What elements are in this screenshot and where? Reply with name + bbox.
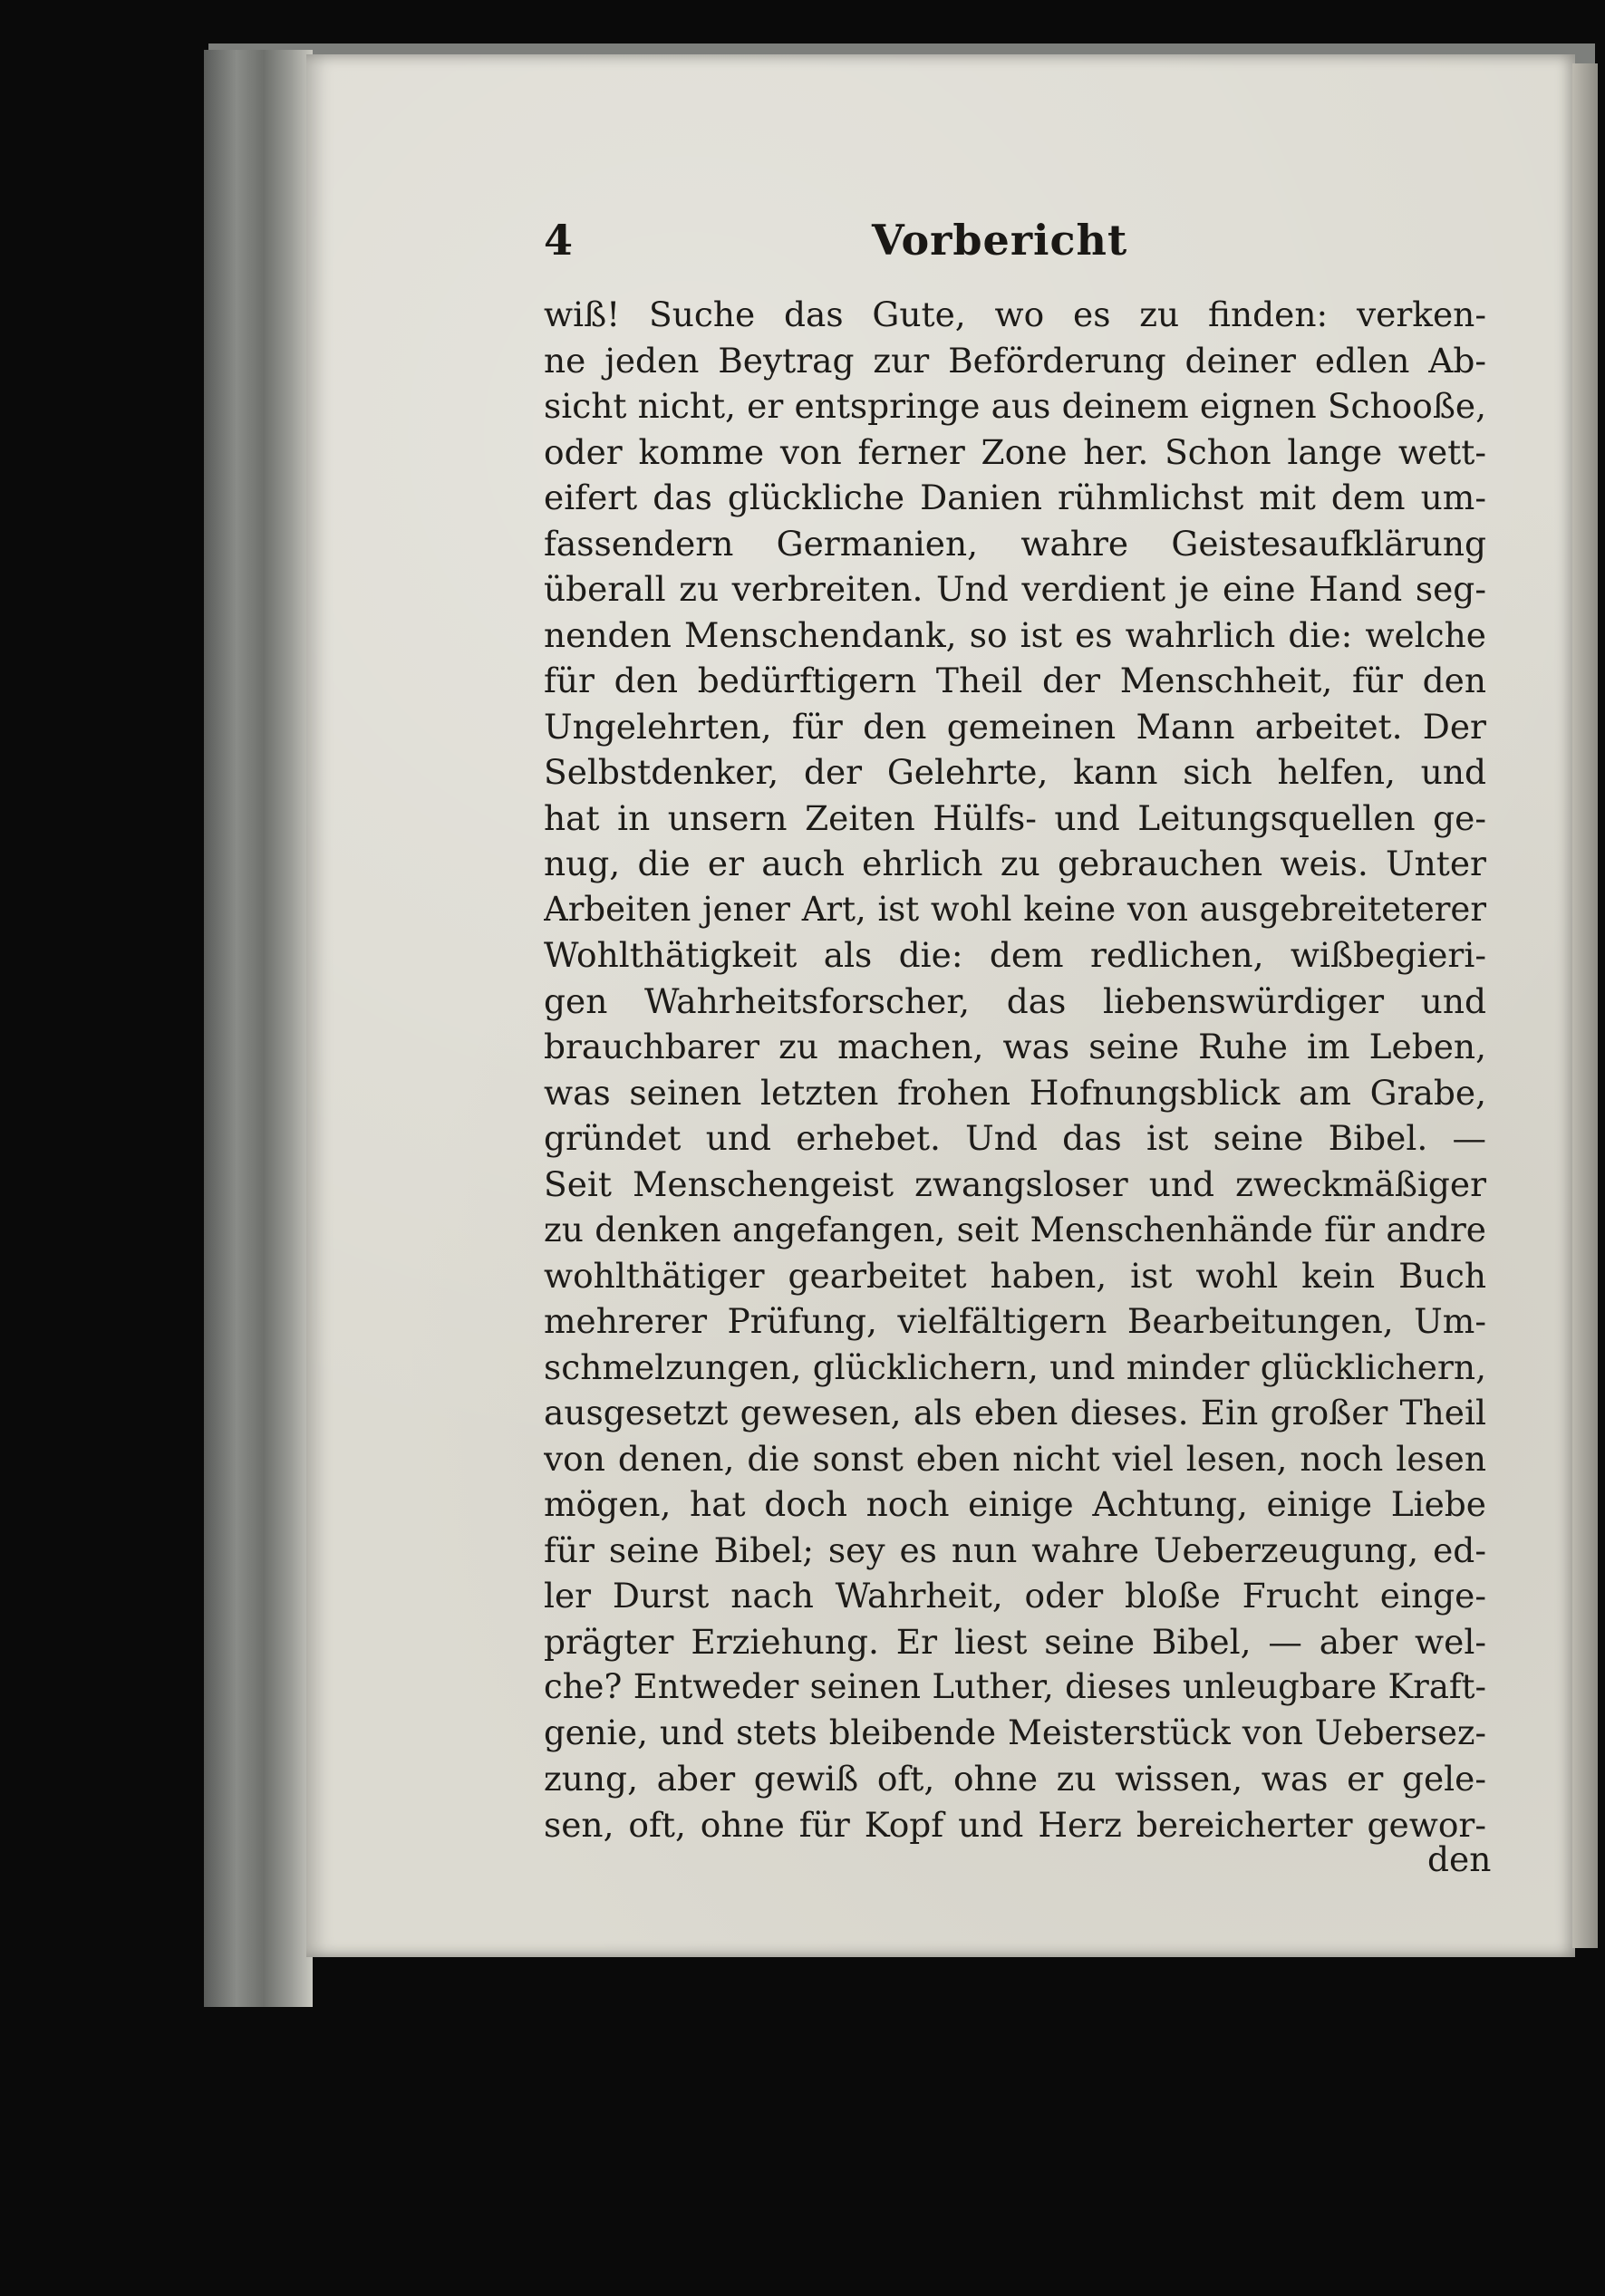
text-line: sen, oft, ohne für Kopf und Herz bereicherter gewor- bbox=[544, 1804, 1486, 1845]
page-number: 4 bbox=[544, 216, 574, 265]
text-line: che? Entweder seinen Luther, dieses unleugbare Kraft- bbox=[544, 1667, 1486, 1706]
text-line: schmelzungen, glücklichern, und minder glücklichern, bbox=[544, 1346, 1486, 1387]
text-line: zung, aber gewiß oft, ohne zu wissen, was er gele- bbox=[544, 1759, 1486, 1799]
text-line: ausgesetzt gewesen, als eben dieses. Ein großer Theil bbox=[544, 1393, 1486, 1433]
catchword: den bbox=[1427, 1839, 1492, 1879]
text-line: mögen, hat doch noch einige Achtung, einige Liebe bbox=[544, 1484, 1486, 1524]
text-line: Seit Menschengeist zwangsloser und zweckmäßiger bbox=[544, 1163, 1486, 1204]
text-line: genie, und stets bleibende Meisterstück von Uebersez- bbox=[544, 1712, 1486, 1752]
text-line: oder komme von ferner Zone her. Schon lange wett- bbox=[544, 431, 1486, 472]
text-line: für den bedürftigern Theil der Menschheit, für den bbox=[544, 661, 1486, 700]
text-line: gründet und erhebet. Und das ist seine Bibel. — bbox=[544, 1118, 1486, 1158]
text-line: mehrerer Prüfung, vielfältigern Bearbeitungen, Um- bbox=[544, 1301, 1486, 1341]
text-line: eifert das glückliche Danien rühmlichst mit dem um- bbox=[544, 478, 1486, 517]
page-fore-edge bbox=[1572, 63, 1598, 1948]
text-line: überall zu verbreiten. Und verdient je eine Hand seg- bbox=[544, 569, 1486, 609]
text-line: nug, die er auch ehrlich zu gebrauchen weis. Unter bbox=[544, 844, 1486, 883]
text-line: ne jeden Beytrag zur Beförderung deiner edlen Ab- bbox=[544, 340, 1486, 381]
text-line: von denen, die sonst eben nicht viel lesen, noch lesen bbox=[544, 1438, 1486, 1479]
text-line: für seine Bibel; sey es nun wahre Ueberzeugung, ed- bbox=[544, 1529, 1486, 1570]
body-text bbox=[544, 292, 1486, 1847]
text-line: zu denken angefangen, seit Menschenhände für andre bbox=[544, 1210, 1486, 1249]
text-line: was seinen letzten frohen Hofnungsblick am Grabe, bbox=[544, 1072, 1486, 1113]
text-line: wohlthätiger gearbeitet haben, ist wohl kein Buch bbox=[544, 1255, 1486, 1296]
page-header bbox=[544, 216, 1504, 279]
text-line: Ungelehrten, für den gemeinen Mann arbeitet. Der bbox=[544, 706, 1486, 747]
text-line: prägter Erziehung. Er liest seine Bibel, — aber wel- bbox=[544, 1621, 1486, 1662]
book-spine-edge bbox=[204, 50, 313, 2007]
text-line: sicht nicht, er entspringe aus deinem eignen Schooße, bbox=[544, 386, 1486, 426]
running-head: Vorbericht bbox=[872, 216, 1128, 265]
text-line: Wohlthätigkeit als die: dem redlichen, wißbegieri- bbox=[544, 935, 1486, 975]
text-line: wiß! Suche das Gute, wo es zu finden: verken- bbox=[544, 294, 1486, 334]
text-line: ler Durst nach Wahrheit, oder bloße Frucht einge- bbox=[544, 1576, 1486, 1616]
text-line: Arbeiten jener Art, ist wohl keine von ausgebreiteterer bbox=[544, 889, 1486, 929]
text-line: hat in unsern Zeiten Hülfs- und Leitungsquellen ge- bbox=[544, 797, 1486, 838]
text-line: brauchbarer zu machen, was seine Ruhe im Leben, bbox=[544, 1027, 1486, 1066]
text-line: gen Wahrheitsforscher, das liebenswürdiger und bbox=[544, 980, 1486, 1021]
text-line: nenden Menschendank, so ist es wahrlich die: welche bbox=[544, 614, 1486, 655]
text-line: fassendern Germanien, wahre Geistesaufklärung bbox=[544, 523, 1486, 564]
text-line: Selbstdenker, der Gelehrte, kann sich helfen, und bbox=[544, 752, 1486, 792]
